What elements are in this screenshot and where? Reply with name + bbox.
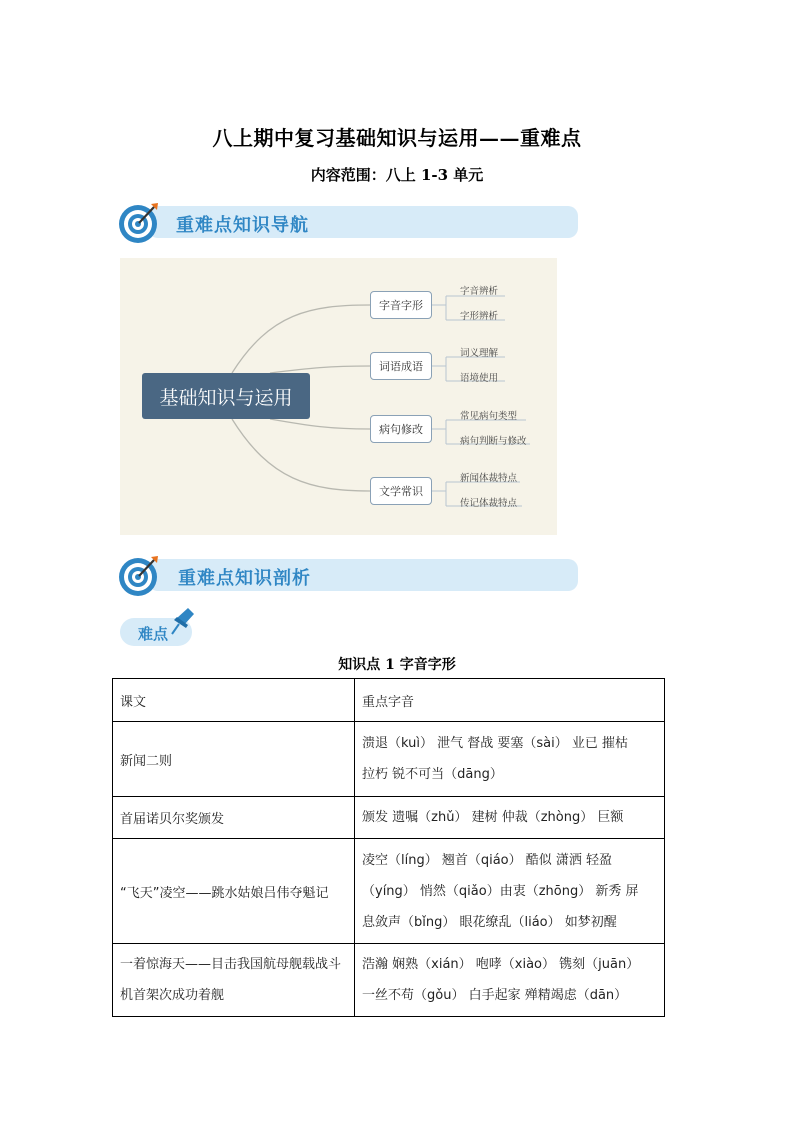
pronunciation-cell: [355, 944, 665, 1017]
pronunciation-line: 息敛声（bǐng） 眼花缭乱（liáo） 如梦初醒: [362, 914, 617, 930]
table-header-cell: 课文: [113, 679, 355, 722]
knowledge-point-title: 知识点 1 字音字形: [338, 657, 456, 673]
mind-map-leaf: 字形辨析: [460, 311, 499, 322]
lesson-cell: 一着惊海天——目击我国航母舰载战斗机首架次成功着舰: [113, 944, 355, 1017]
table-row: [113, 722, 665, 797]
mind-map-branch: 文学常识: [370, 477, 432, 505]
pronunciation-line: 颁发 遗嘱（zhǔ） 建树 仲裁（zhòng） 巨额: [362, 810, 624, 825]
table-row: [113, 797, 665, 839]
mind-map-leaf: 常见病句类型: [460, 411, 518, 422]
lesson-cell: “飞天”凌空——跳水姑娘吕伟夺魁记: [113, 839, 355, 944]
pronunciation-line: 浩瀚 娴熟（xián） 咆哮（xiào） 镌刻（juān）: [362, 957, 640, 972]
mind-map: [120, 258, 557, 535]
pronunciation-line: （yíng） 悄然（qiǎo）由衷（zhōng） 新秀 屏: [362, 883, 639, 899]
banner-label: 重难点知识导航: [176, 215, 309, 236]
target-arrow-icon: [118, 202, 162, 244]
mind-map-leaf: 新闻体裁特点: [460, 473, 518, 484]
mind-map-leaf: 词义理解: [460, 348, 499, 359]
pronunciation-cell: [355, 797, 665, 839]
mind-map-root: 基础知识与运用: [142, 373, 310, 419]
difficulty-tag: [120, 614, 196, 648]
section-banner-analysis: [118, 555, 580, 597]
pushpin-icon: [170, 606, 196, 636]
table-row: [113, 944, 665, 1017]
table-row: [113, 839, 665, 944]
mind-map-leaf: 字音辨析: [460, 286, 499, 297]
mind-map-leaf: 语境使用: [460, 373, 499, 384]
table-header-cell: 重点字音: [355, 679, 665, 722]
lesson-cell: 新闻二则: [113, 722, 355, 797]
pronunciation-line: 拉朽 锐不可当（dāng）: [362, 767, 503, 782]
lesson-cell: 首届诺贝尔奖颁发: [113, 797, 355, 839]
section-banner-navigation: [118, 202, 580, 244]
mind-map-branch: 病句修改: [370, 415, 432, 443]
pronunciation-cell: [355, 839, 665, 944]
pronunciation-line: 凌空（líng） 翘首（qiáo） 酷似 潇洒 轻盈: [362, 852, 613, 868]
pronunciation-line: 一丝不苟（gǒu） 白手起家 殚精竭虑（dān）: [362, 988, 628, 1003]
tag-label: 难点: [138, 625, 169, 643]
table-header-row: [113, 679, 665, 722]
mind-map-branch: 词语成语: [370, 352, 432, 380]
banner-label: 重难点知识剖析: [178, 568, 311, 589]
mind-map-leaf: 传记体裁特点: [460, 498, 518, 509]
pronunciation-table: [112, 678, 665, 1017]
mind-map-leaf: 病句判断与修改: [460, 436, 527, 447]
pronunciation-line: 溃退（kuì） 泄气 督战 要塞（sài） 业已 摧枯: [362, 736, 628, 751]
content-scope: 内容范围：八上 1-3 单元: [310, 166, 484, 184]
target-arrow-icon: [118, 555, 162, 597]
pronunciation-cell: [355, 722, 665, 797]
page-title: 八上期中复习基础知识与运用——重难点: [212, 126, 582, 150]
mind-map-branch: 字音字形: [370, 291, 432, 319]
